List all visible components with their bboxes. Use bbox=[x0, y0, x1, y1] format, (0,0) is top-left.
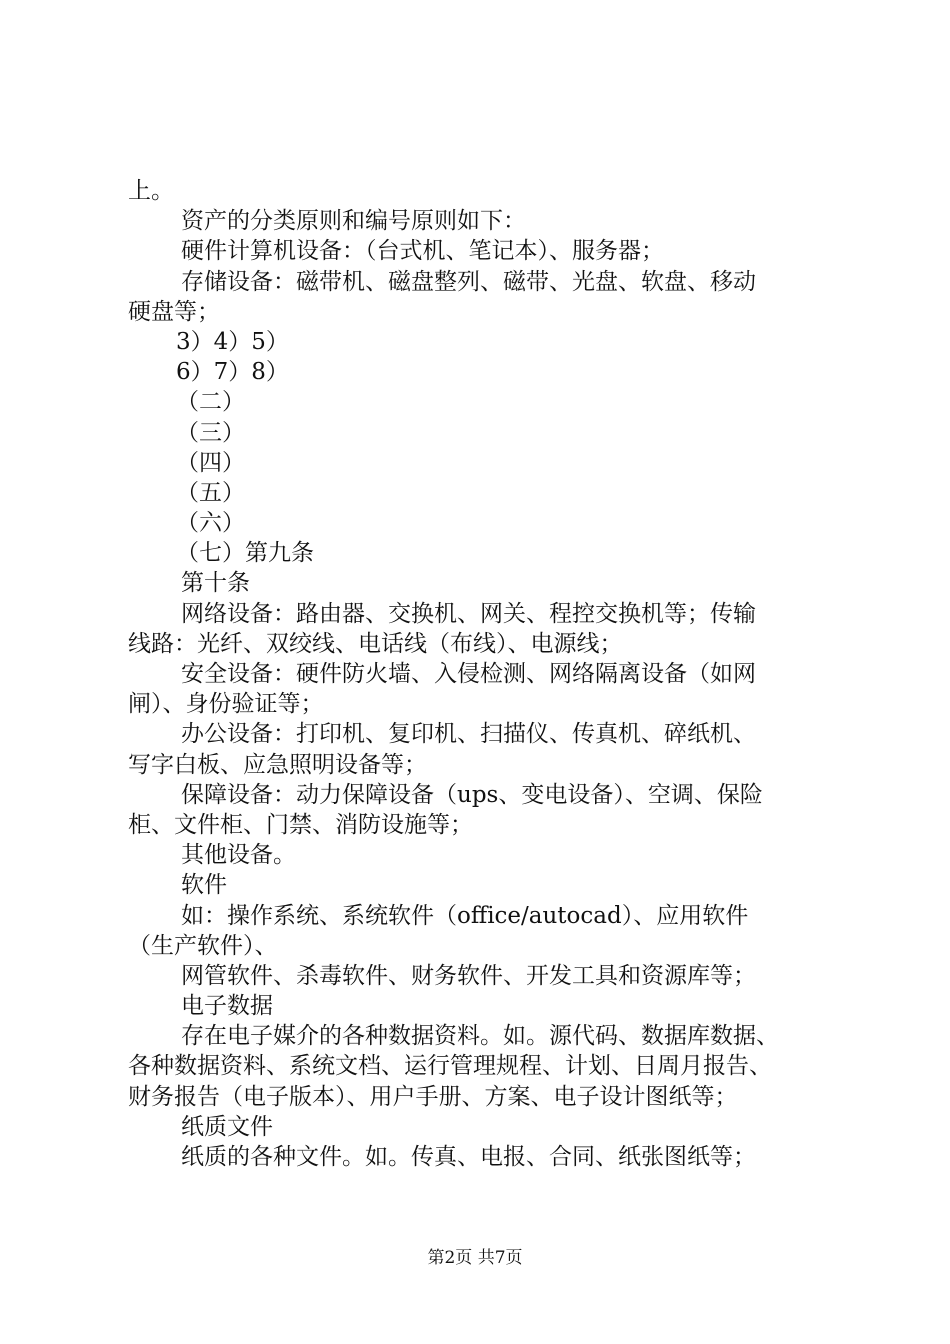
text-line: （三） bbox=[176, 419, 245, 446]
text-line: 各种数据资料、系统文档、运行管理规程、计划、日周月报告、 bbox=[128, 1053, 772, 1080]
text-line: 网管软件、杀毒软件、财务软件、开发工具和资源库等； bbox=[181, 962, 756, 989]
page-footer: 第2页 共7页 bbox=[427, 1248, 523, 1268]
text-line: （七）第九条 bbox=[176, 540, 314, 567]
text-line: 纸质文件 bbox=[181, 1113, 273, 1140]
text-line: 纸质的各种文件。如。传真、电报、合同、纸张图纸等； bbox=[181, 1144, 756, 1170]
text-line: 闸）、身份验证等； bbox=[128, 691, 324, 718]
text-line: 办公设备：打印机、复印机、扫描仪、传真机、碎纸机、 bbox=[181, 721, 756, 748]
text-line: 安全设备：硬件防火墙、入侵检测、网络隔离设备（如网 bbox=[181, 661, 756, 687]
text-line: 线路：光纤、双绞线、电话线（布线）、电源线； bbox=[128, 630, 623, 657]
text-line: 电子数据 bbox=[181, 993, 273, 1020]
document-body bbox=[128, 176, 844, 1172]
text-line: 其他设备。 bbox=[181, 842, 296, 869]
text-line: （四） bbox=[176, 449, 245, 476]
text-line: 如：操作系统、系统软件（office/autocad）、应用软件 bbox=[181, 902, 749, 929]
text-line: （二） bbox=[176, 389, 245, 416]
text-line: 第十条 bbox=[181, 570, 250, 597]
text-line: 网络设备：路由器、交换机、网关、程控交换机等；传输 bbox=[181, 600, 756, 627]
text-line: 6）7）8） bbox=[176, 359, 289, 386]
text-line: 财务报告（电子版本）、用户手册、方案、电子设计图纸等； bbox=[128, 1083, 738, 1110]
text-line: （六） bbox=[176, 510, 245, 537]
text-line: 柜、文件柜、门禁、消防设施等； bbox=[128, 811, 473, 838]
text-line: 硬件计算机设备：（台式机、笔记本）、服务器； bbox=[181, 238, 664, 265]
text-line: 写字白板、应急照明设备等； bbox=[128, 751, 427, 778]
text-line: 软件 bbox=[181, 872, 227, 899]
text-line: 硬盘等； bbox=[128, 298, 220, 325]
text-line: （五） bbox=[176, 479, 245, 506]
text-line: 资产的分类原则和编号原则如下： bbox=[181, 208, 526, 235]
text-line: 存在电子媒介的各种数据资料。如。源代码、数据库数据、 bbox=[181, 1023, 779, 1050]
text-line: 3）4）5） bbox=[176, 328, 289, 355]
text-line: 存储设备：磁带机、磁盘整列、磁带、光盘、软盘、移动 bbox=[181, 268, 756, 295]
text-line: 保障设备：动力保障设备（ups、变电设备）、空调、保险 bbox=[181, 781, 763, 808]
text-line: （生产软件）、 bbox=[128, 932, 278, 959]
text-line: 上。 bbox=[128, 178, 174, 204]
